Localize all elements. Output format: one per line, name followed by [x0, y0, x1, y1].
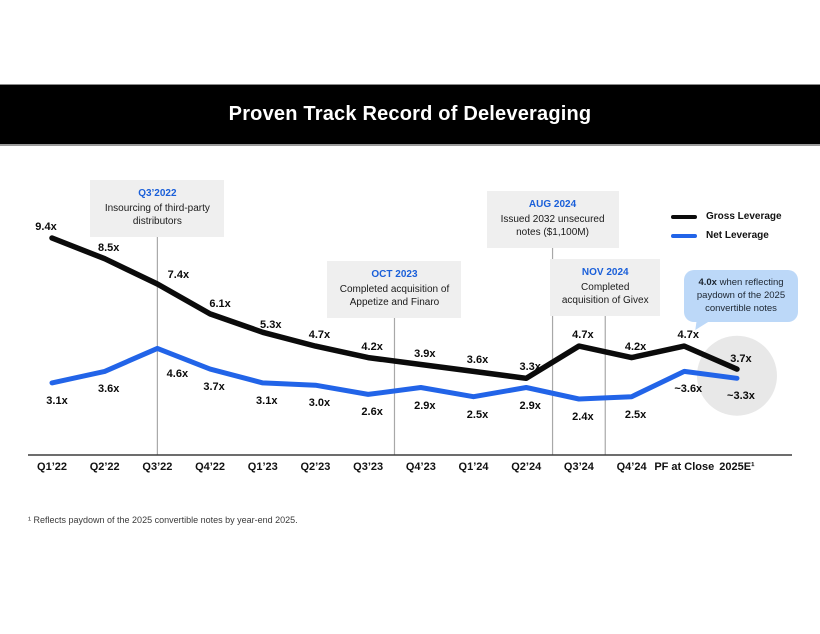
- data-label: 3.3x: [519, 361, 541, 374]
- annotation-header: AUG 2024: [528, 199, 577, 210]
- x-axis-tick-label: Q1’23: [247, 461, 278, 473]
- data-label: 3.6x: [466, 354, 489, 367]
- data-label: 4.7x: [677, 329, 699, 342]
- x-axis-tick-label: Q1’22: [37, 461, 67, 473]
- legend-item: [671, 230, 782, 241]
- x-axis-tick-label: Q1’24: [458, 461, 489, 473]
- x-axis-tick-label: PF at Close: [654, 461, 715, 473]
- annotation-header: Q3’2022: [138, 188, 177, 199]
- legend-label: Net Leverage: [706, 230, 769, 241]
- data-label: 4.7x: [308, 329, 331, 342]
- callout-text: when reflecting paydown of the 2025 convertible notes: [696, 277, 786, 314]
- data-label: 4.2x: [624, 340, 647, 353]
- data-label: 2.5x: [466, 408, 489, 421]
- legend-item: [671, 211, 782, 222]
- data-label: 5.3x: [260, 319, 282, 332]
- data-label: 3.1x: [256, 394, 278, 407]
- x-axis-tick-label: Q2’22: [89, 461, 120, 473]
- data-label: 4.7x: [572, 329, 594, 342]
- data-label: ~3.3x: [727, 390, 755, 403]
- legend-line-swatch: [671, 215, 697, 219]
- data-label: 3.9x: [414, 347, 436, 360]
- page-title: Proven Track Record of Deleveraging: [228, 103, 592, 125]
- data-label: 2.6x: [361, 406, 383, 419]
- x-axis-tick-label: Q2’24: [511, 461, 542, 473]
- data-label: 3.7x: [730, 353, 752, 366]
- x-axis-tick-label: Q4’22: [195, 461, 226, 473]
- annotation-box-q3-2022: [90, 180, 224, 237]
- legend-line-swatch: [671, 234, 697, 238]
- data-label: 3.7x: [203, 381, 225, 394]
- data-label: 3.6x: [97, 383, 120, 396]
- data-label: 2.4x: [572, 411, 594, 423]
- data-label: 4.6x: [166, 368, 189, 381]
- annotation-body: Completed acquisition of Givex: [561, 282, 649, 307]
- callout-bubble: [684, 270, 798, 322]
- x-axis-tick-label: 2025E¹: [719, 461, 755, 473]
- data-label: 2.9x: [519, 399, 541, 412]
- annotation-header: NOV 2024: [581, 267, 629, 278]
- x-axis-tick-label: Q4’24: [616, 461, 647, 473]
- annotation-body: Completed acquisition of Appetize and Finaro: [339, 284, 450, 309]
- annotation-header: OCT 2023: [371, 269, 418, 280]
- annotation-box-oct-2023: [327, 261, 461, 318]
- data-label: 8.5x: [97, 241, 120, 254]
- x-axis-tick-label: Q3’22: [142, 461, 173, 473]
- data-label: 2.9x: [414, 399, 436, 412]
- data-label: 3.1x: [46, 394, 68, 407]
- data-label: 2.5x: [624, 408, 647, 421]
- chart-legend: [671, 211, 782, 241]
- callout-value: 4.0x: [698, 277, 717, 288]
- annotation-body: Insourcing of third-party distributors: [104, 203, 210, 228]
- data-label: 3.0x: [308, 397, 331, 410]
- data-label: 7.4x: [167, 269, 190, 281]
- x-axis-tick-label: Q2’23: [300, 461, 331, 473]
- data-label: ~3.6x: [674, 383, 703, 396]
- footnote: ¹ Reflects paydown of the 2025 convertible notes by year-end 2025.: [28, 515, 298, 525]
- data-label: 4.2x: [361, 340, 383, 353]
- annotation-box-nov-2024: [550, 259, 660, 316]
- annotation-box-aug-2024: [487, 191, 619, 248]
- legend-label: Gross Leverage: [706, 211, 782, 222]
- x-axis-tick-label: Q4’23: [405, 461, 436, 473]
- x-axis-tick-label: Q3’24: [563, 461, 594, 473]
- data-label: 9.4x: [35, 221, 57, 233]
- x-axis-tick-label: Q3’23: [353, 461, 384, 473]
- annotation-body: Issued 2032 unsecured notes ($1,100M): [500, 214, 605, 239]
- data-label: 6.1x: [209, 297, 231, 310]
